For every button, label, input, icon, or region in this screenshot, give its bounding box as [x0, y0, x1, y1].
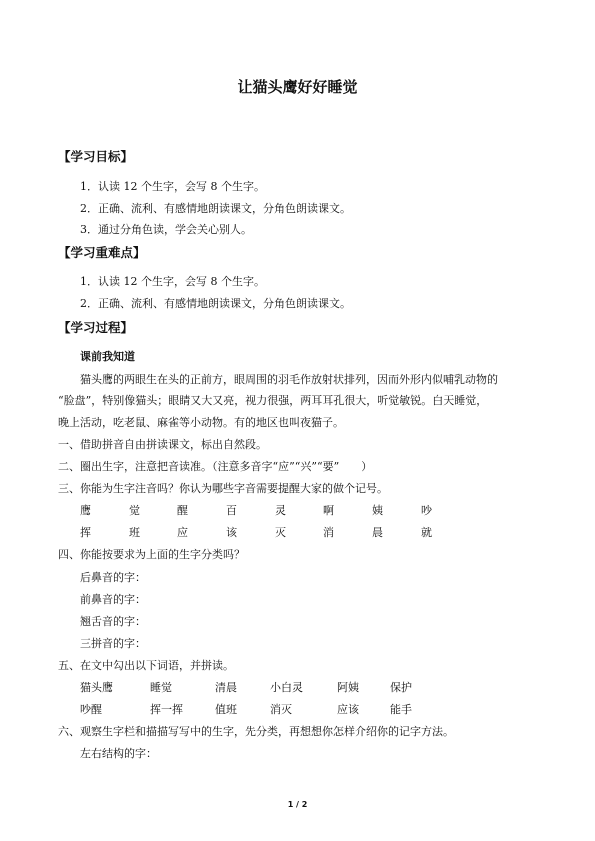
word-cell: 消灭: [270, 703, 292, 716]
char-cell: 班: [129, 526, 140, 539]
char-cell: 啊: [323, 504, 334, 517]
char-cell: 醒: [177, 504, 188, 517]
step-2: 二、圈出生字，注意把音读准。（注意多音字“应”“兴”“要” ）: [58, 460, 373, 473]
char-cell: 吵: [421, 504, 432, 517]
page-title: 让猫头鹰好好睡觉: [237, 78, 358, 96]
char-cell: 百: [226, 504, 237, 517]
goal-item-3: 3．通过分角色读，学会关心别人。: [80, 223, 252, 236]
char-cell: 鹰: [80, 504, 91, 517]
step-5: 五、在文中勾出以下词语，并拼读。: [58, 659, 234, 672]
page-number: 1 / 2: [287, 800, 308, 809]
step-3: 三、你能为生字注音吗？你认为哪些字音需要提醒大家的做个记号。: [58, 482, 388, 495]
process-heading: 【学习过程】: [58, 320, 134, 335]
paragraph-line-2: “脸盘”，特别像猫头；眼睛又大又亮，视力很强，两耳耳孔很大，听觉敏锐。白天睡觉，: [58, 394, 488, 407]
word-cell: 猫头鹰: [80, 681, 113, 694]
char-cell: 就: [421, 526, 432, 539]
category-4: 三拼音的字：: [80, 637, 146, 650]
char-cell: 该: [226, 526, 237, 539]
step-4: 四、你能按要求为上面的生字分类吗？: [58, 548, 245, 561]
category-1: 后鼻音的字：: [80, 571, 146, 584]
char-cell: 灵: [275, 504, 286, 517]
keypoints-heading: 【学习重难点】: [58, 245, 146, 260]
paragraph-line-3: 晚上活动，吃老鼠、麻雀等小动物。有的地区也叫夜猫子。: [58, 416, 344, 429]
keypoint-item-2: 2．正确、流利、有感情地朗读课文，分角色朗读课文。: [80, 297, 351, 310]
word-cell: 能手: [390, 703, 412, 716]
word-cell: 清晨: [215, 681, 237, 694]
structure-left-right: 左右结构的字：: [80, 747, 157, 760]
word-cell: 吵醒: [80, 703, 102, 716]
char-cell: 挥: [80, 526, 91, 539]
word-cell: 值班: [215, 703, 237, 716]
char-cell: 消: [323, 526, 334, 539]
char-cell: 应: [177, 526, 188, 539]
step-6: 六、观察生字栏和描描写写中的生字，先分类，再想想你怎样介绍你的记字方法。: [58, 725, 454, 738]
word-cell: 小白灵: [270, 681, 303, 694]
paragraph-line-1: 猫头鹰的两眼生在头的正前方，眼周围的羽毛作放射状排列，因而外形内似哺乳动物的: [80, 373, 498, 386]
step-1: 一、借助拼音自由拼读课文，标出自然段。: [58, 438, 267, 451]
keypoint-item-1: 1．认读 12 个生字，会写 8 个生字。: [80, 275, 265, 288]
char-cell: 晨: [372, 526, 383, 539]
char-cell: 灭: [275, 526, 286, 539]
goal-item-2: 2．正确、流利、有感情地朗读课文，分角色朗读课文。: [80, 202, 351, 215]
word-cell: 睡觉: [150, 681, 172, 694]
goal-item-1: 1．认读 12 个生字，会写 8 个生字。: [80, 180, 265, 193]
word-cell: 阿姨: [337, 681, 359, 694]
word-cell: 应该: [337, 703, 359, 716]
char-cell: 觉: [129, 504, 140, 517]
category-2: 前鼻音的字：: [80, 593, 146, 606]
goals-heading: 【学习目标】: [58, 149, 134, 164]
word-cell: 挥一挥: [150, 703, 183, 716]
char-cell: 姨: [372, 504, 383, 517]
category-3: 翘舌音的字：: [80, 615, 146, 628]
pre-class-subheading: 课前我知道: [80, 350, 135, 363]
word-cell: 保护: [390, 681, 412, 694]
